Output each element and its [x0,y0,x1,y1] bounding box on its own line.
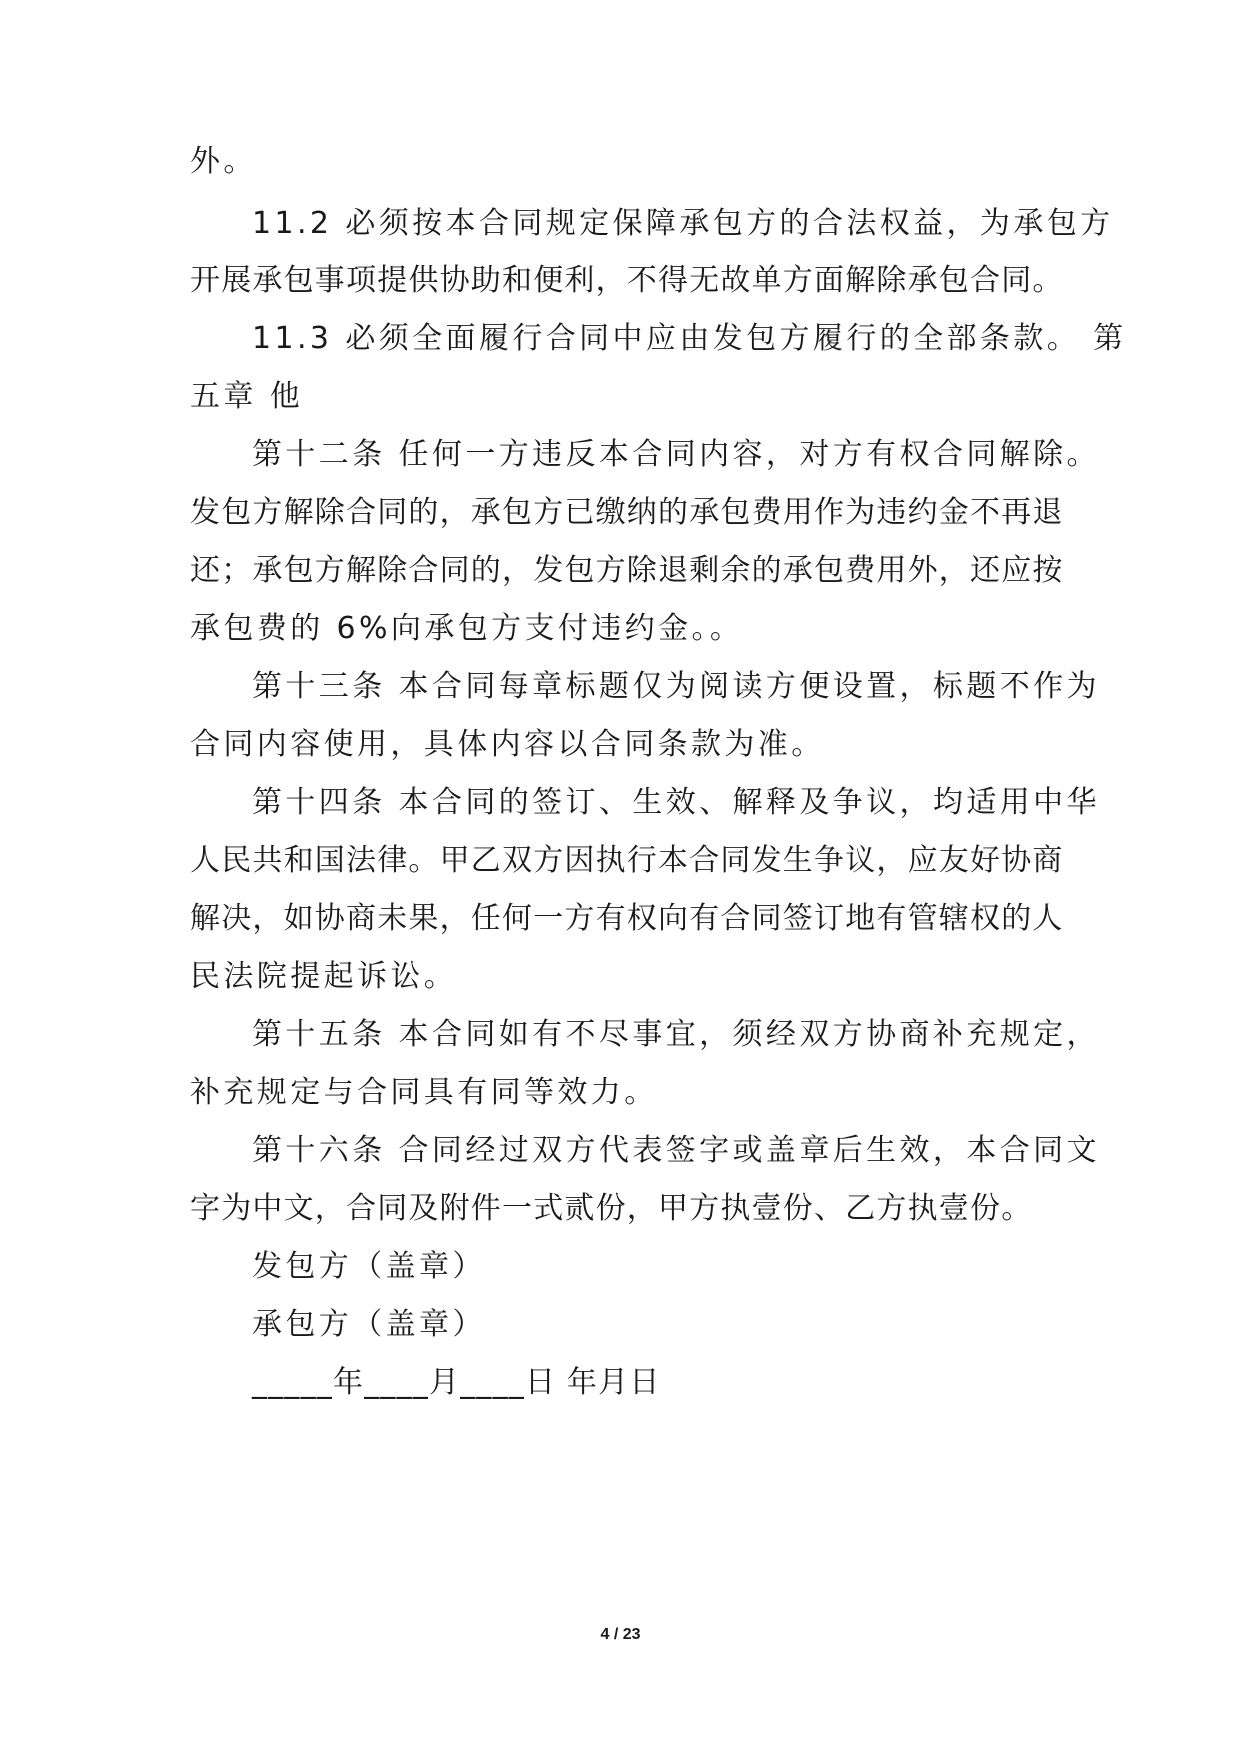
signature-date: _____年____月____日 年月日 [252,1365,661,1400]
text-line: 解决，如协商未果，任何一方有权向有合同签订地有管辖权的人 [190,901,1064,936]
text-line: 人民共和国法律。甲乙双方因执行本合同发生争议，应友好协商 [190,843,1064,878]
text-line: 开展承包事项提供协助和便利，不得无故单方面解除承包合同。 [190,263,1064,298]
signature-party-b: 承包方（盖章） [252,1307,486,1342]
text-line: 11.2 必须按本合同规定保障承包方的合法权益，为承包方 [252,206,1114,241]
text-line: 五章 他 [190,379,304,414]
text-line: 第十五条 本合同如有不尽事宜，须经双方协商补充规定， [252,1017,1100,1052]
text-line: 外。 [190,144,257,179]
text-line: 11.3 必须全面履行合同中应由发包方履行的全部条款。 第 [252,321,1127,356]
text-line: 第十三条 本合同每章标题仅为阅读方便设置，标题不作为 [252,669,1100,704]
text-line: 第十二条 任何一方违反本合同内容，对方有权合同解除。 [252,437,1100,472]
text-line: 字为中文，合同及附件一式贰份，甲方执壹份、乙方执壹份。 [190,1191,1033,1226]
page-number: 4 / 23 [600,1626,641,1643]
text-line: 补充规定与合同具有同等效力。 [190,1075,658,1110]
signature-party-a: 发包方（盖章） [252,1249,486,1284]
text-line: 民法院提起诉讼。 [190,959,458,994]
text-line: 还；承包方解除合同的，发包方除退剩余的承包费用外，还应按 [190,553,1064,588]
text-line: 第十六条 合同经过双方代表签字或盖章后生效，本合同文 [252,1133,1100,1168]
text-line: 第十四条 本合同的签订、生效、解释及争议，均适用中华 [252,785,1100,820]
text-line: 发包方解除合同的，承包方已缴纳的承包费用作为违约金不再退 [190,495,1064,530]
text-line: 合同内容使用，具体内容以合同条款为准。 [190,727,825,762]
text-line: 承包费的 6%向承包方支付违约金。。 [190,611,744,646]
